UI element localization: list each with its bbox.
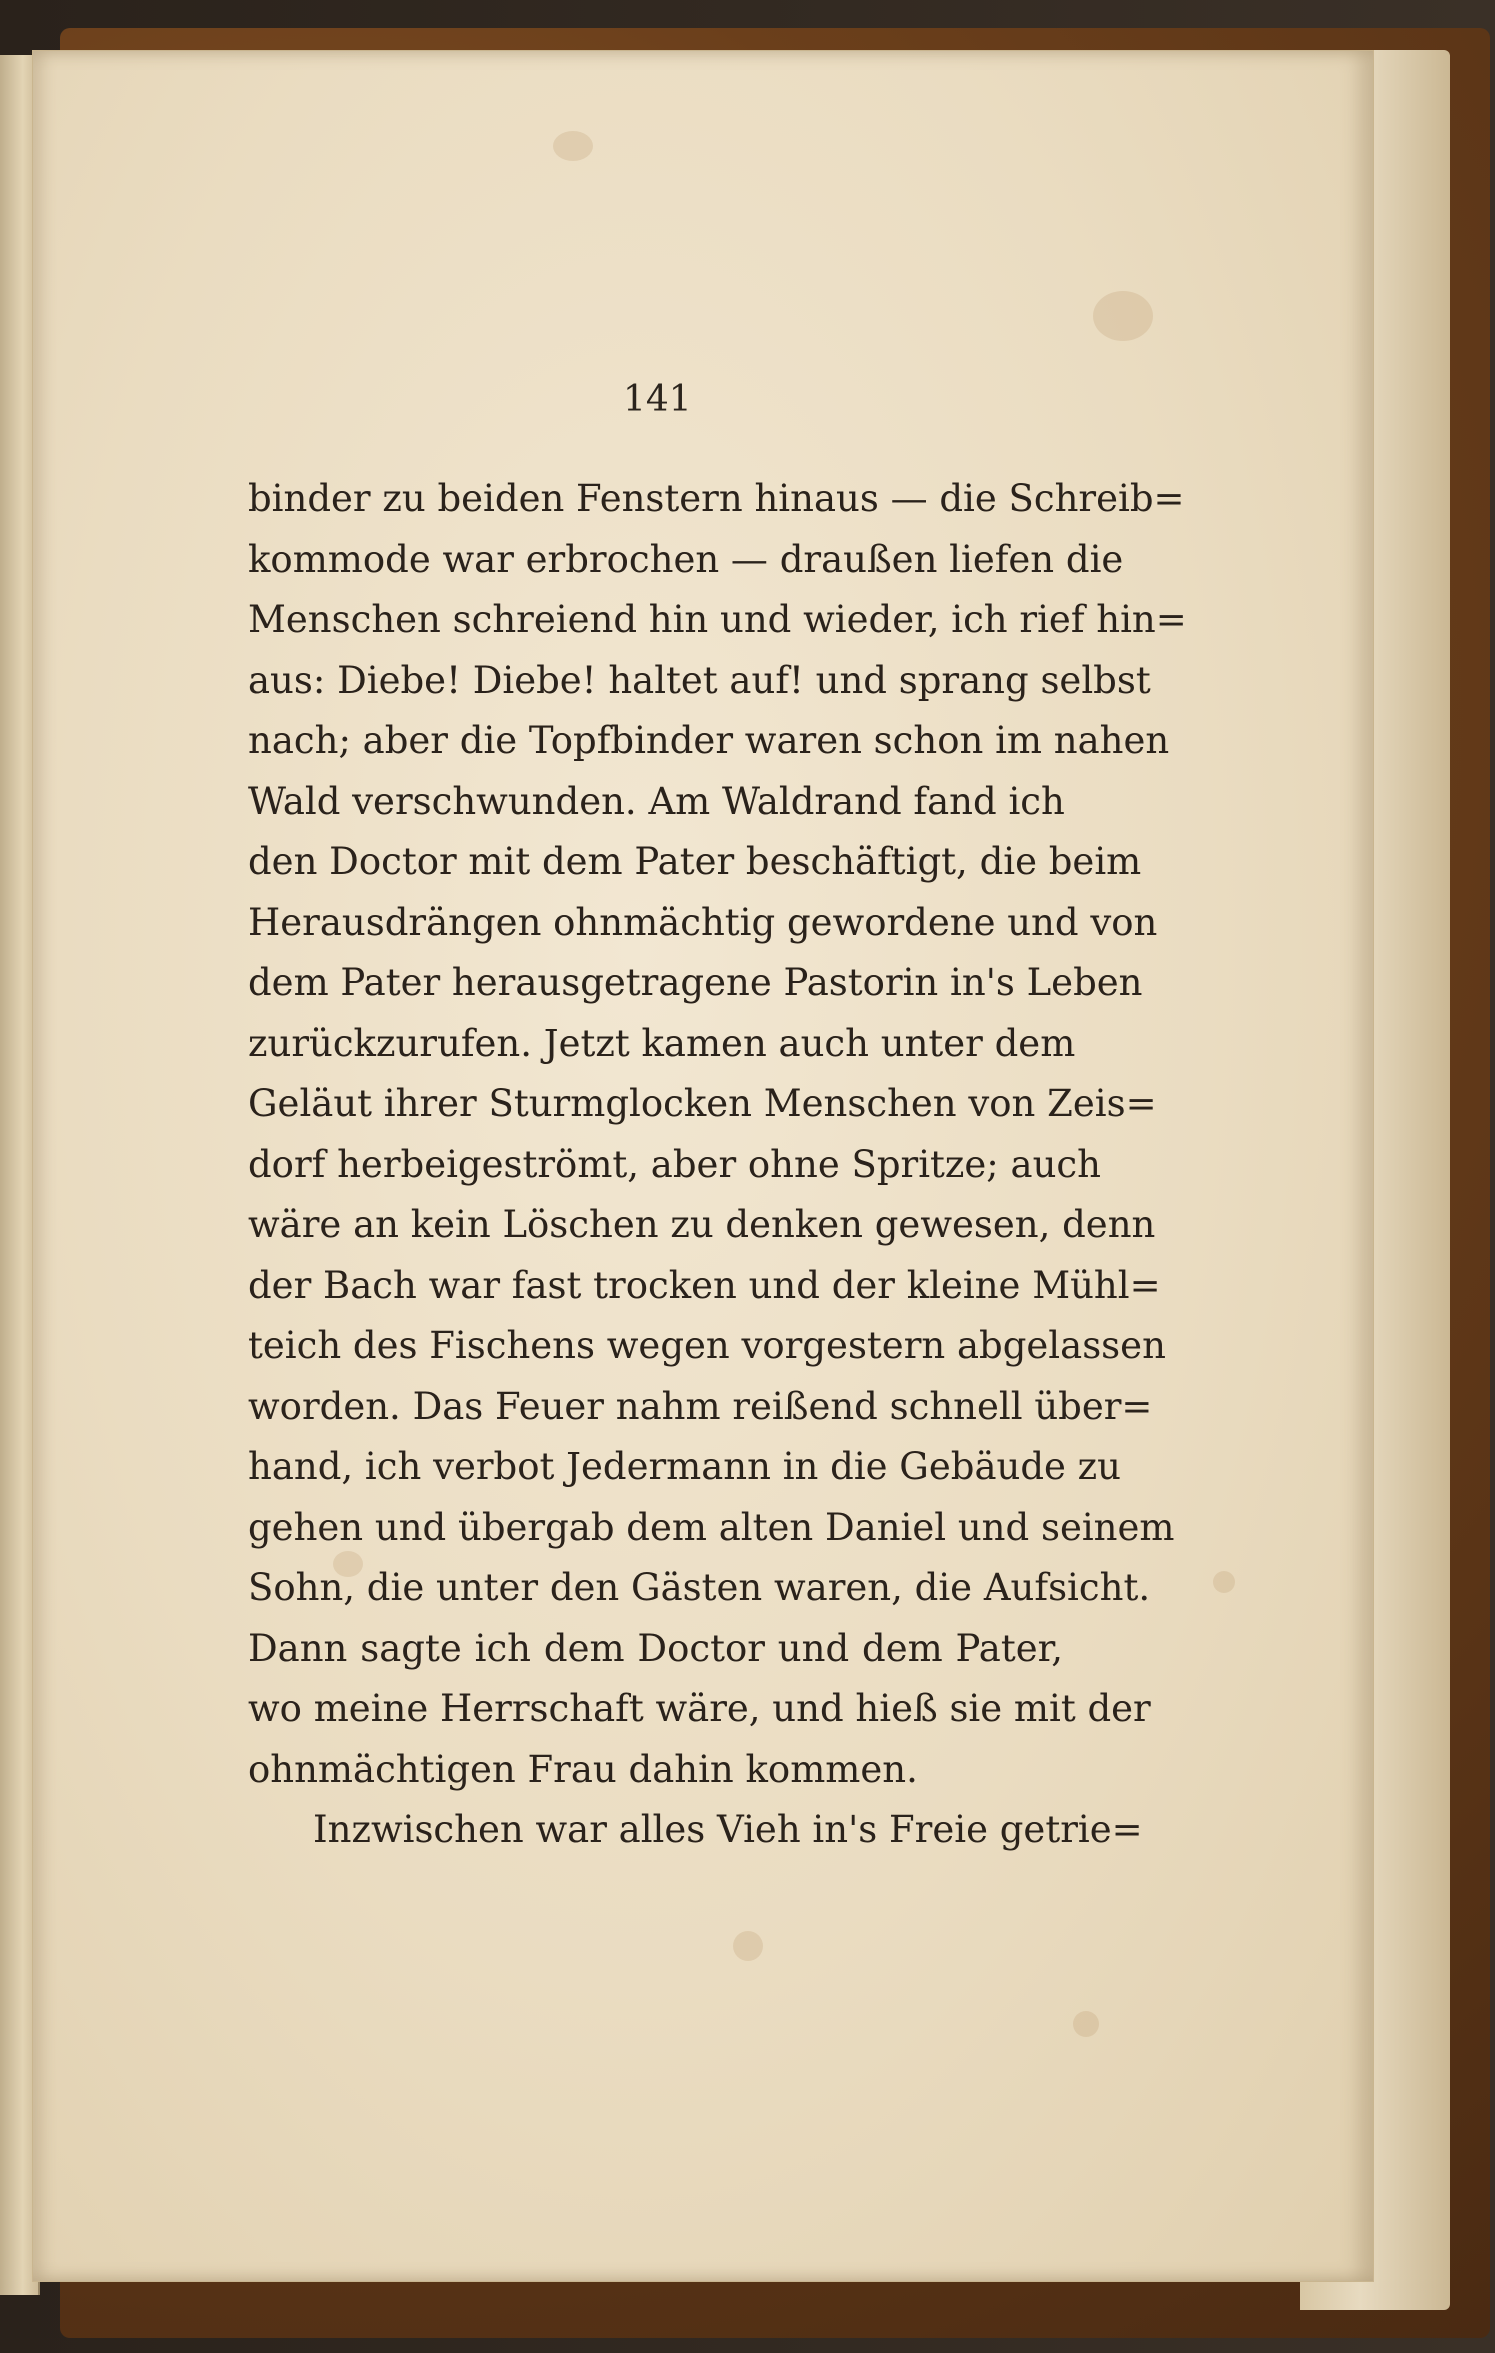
page-number: 141 — [623, 379, 692, 420]
foxing-spot — [733, 1931, 763, 1961]
text-line: dorf herbeigeströmt, aber ohne Spritze; auch — [248, 1142, 1101, 1186]
body-text — [248, 469, 1187, 1861]
text-line: Dann sagte ich dem Doctor und dem Pater, — [248, 1626, 1063, 1670]
text-line: der Bach war fast trocken und der kleine Mühl= — [248, 1263, 1161, 1307]
text-line: worden. Das Feuer nahm reißend schnell über= — [248, 1384, 1153, 1428]
text-line: gehen und übergab dem alten Daniel und seinem — [248, 1505, 1175, 1549]
foxing-spot — [1093, 291, 1153, 341]
foxing-spot — [1213, 1571, 1235, 1593]
text-line: teich des Fischens wegen vorgestern abgelassen — [248, 1324, 1166, 1367]
paragraph-start-line: Inzwischen war alles Vieh in's Freie getrie= — [313, 1808, 1143, 1851]
text-line: Menschen schreiend hin und wieder, ich rief hin= — [248, 598, 1187, 641]
text-line: wäre an kein Löschen zu denken gewesen, denn — [248, 1203, 1156, 1246]
text-line: Geläut ihrer Sturmglocken Menschen von Zeis= — [248, 1082, 1157, 1125]
text-line: nach; aber die Topfbinder waren schon im nahen — [248, 719, 1170, 762]
text-line: Sohn, die unter den Gästen waren, die Aufsicht. — [248, 1566, 1151, 1609]
text-line: zurückzurufen. Jetzt kamen auch unter dem — [248, 1021, 1076, 1065]
foxing-spot — [553, 131, 593, 161]
paragraph-end-line: ohnmächtigen Frau dahin kommen. — [248, 1747, 918, 1791]
text-line: kommode war erbrochen — draußen liefen die — [248, 537, 1124, 581]
text-line: dem Pater herausgetragene Pastorin in's Leben — [248, 961, 1143, 1004]
foxing-spot — [1073, 2011, 1099, 2037]
text-line: Wald verschwunden. Am Waldrand fand ich — [248, 779, 1065, 823]
text-line: hand, ich verbot Jedermann in die Gebäude zu — [248, 1445, 1122, 1488]
text-line: wo meine Herrschaft wäre, und hieß sie mit der — [248, 1687, 1151, 1730]
text-line: aus: Diebe! Diebe! haltet auf! und sprang selbst — [248, 658, 1151, 702]
text-line: den Doctor mit dem Pater beschäftigt, die beim — [248, 840, 1142, 883]
text-line: Herausdrängen ohnmächtig gewordene und von — [248, 900, 1158, 944]
book-page — [32, 50, 1374, 2282]
text-line: binder zu beiden Fenstern hinaus — die Schreib= — [248, 477, 1185, 520]
